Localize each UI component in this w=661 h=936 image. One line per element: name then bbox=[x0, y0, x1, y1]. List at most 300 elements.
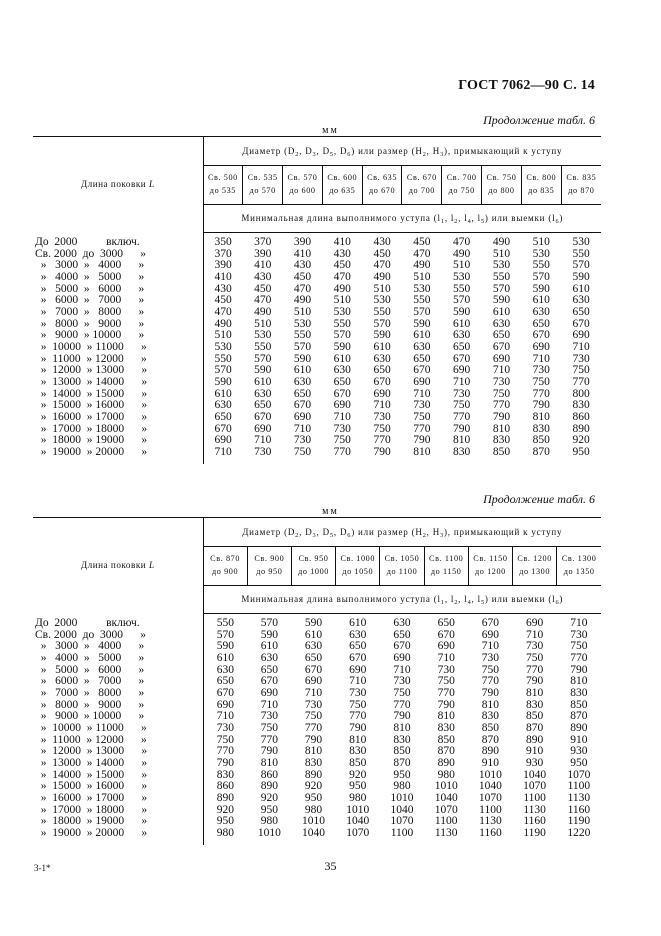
row-label: » 10000 » 11000 » bbox=[33, 723, 203, 735]
table-cell: 850 bbox=[437, 733, 455, 746]
table-cell: 550 bbox=[254, 340, 272, 353]
table-cell: 710 bbox=[260, 698, 278, 711]
table-cell: 730 bbox=[437, 663, 455, 676]
table-cell: 410 bbox=[333, 236, 351, 248]
table-cell: 650 bbox=[413, 352, 431, 365]
document-header: ГОСТ 7062—90 С. 14 bbox=[458, 78, 595, 93]
table-cell: 570 bbox=[260, 617, 278, 629]
row-label: » 12000 » 13000 » bbox=[33, 746, 203, 758]
table-cell: 670 bbox=[373, 375, 391, 388]
table-cell: 750 bbox=[304, 710, 323, 723]
table-cell: 790 bbox=[437, 698, 455, 711]
table-cell: 610 bbox=[333, 352, 351, 365]
range-from: Св. 800 bbox=[526, 173, 557, 183]
table-row bbox=[33, 688, 601, 700]
table-cell: 690 bbox=[349, 663, 367, 676]
table-cell: 950 bbox=[304, 791, 323, 804]
table-cell: 570 bbox=[333, 329, 351, 342]
table-cell: 550 bbox=[214, 352, 232, 365]
range-to: до 1200 bbox=[474, 567, 506, 576]
table-cell: 890 bbox=[437, 756, 455, 769]
table-cell: 1070 bbox=[567, 768, 591, 781]
range-header bbox=[322, 166, 362, 205]
table-cell: 950 bbox=[572, 445, 590, 458]
table-cell: 770 bbox=[572, 375, 590, 388]
row-label: » 18000 » 19000 » bbox=[33, 816, 203, 828]
table-cell: 750 bbox=[532, 375, 550, 388]
table-cell: 590 bbox=[532, 282, 550, 295]
table-cell: 510 bbox=[214, 329, 232, 342]
table-cell: 710 bbox=[570, 617, 588, 629]
row-label: » 19000 » 20000 » bbox=[33, 447, 203, 465]
table-cell: 790 bbox=[492, 410, 511, 423]
table-cell: 770 bbox=[570, 651, 588, 664]
table-cell: 570 bbox=[453, 294, 471, 307]
table-cell: 690 bbox=[453, 364, 471, 377]
table-cell: 810 bbox=[349, 733, 367, 746]
table-cell: 510 bbox=[293, 305, 312, 318]
table-cell: 890 bbox=[304, 768, 323, 781]
table-cell: 950 bbox=[393, 768, 411, 781]
table-cell: 710 bbox=[254, 434, 272, 447]
table-cell: 790 bbox=[373, 445, 391, 458]
range-to: до 600 bbox=[289, 186, 316, 195]
table-cell: 770 bbox=[216, 745, 234, 758]
table-cell: 860 bbox=[260, 768, 278, 781]
table-cell: 890 bbox=[216, 791, 234, 804]
table-cell: 810 bbox=[304, 745, 323, 758]
table-cell: 630 bbox=[492, 317, 511, 330]
table-cell: 430 bbox=[373, 236, 391, 248]
table-cell: 530 bbox=[333, 305, 351, 318]
table-cell: 450 bbox=[373, 247, 391, 260]
table-cell: 920 bbox=[304, 780, 323, 793]
table-cell: 810 bbox=[570, 675, 588, 688]
table-cell: 570 bbox=[214, 364, 232, 377]
row-label: » 6000 » 7000 » bbox=[33, 295, 203, 307]
table-cell: 770 bbox=[481, 675, 500, 688]
table-cell: 710 bbox=[572, 340, 590, 353]
range-header bbox=[243, 166, 283, 205]
table-cell: 590 bbox=[293, 352, 312, 365]
table-cell: 750 bbox=[492, 387, 511, 400]
table-cell: 710 bbox=[214, 445, 232, 458]
table-cell: 1040 bbox=[523, 768, 547, 781]
table-cell: 980 bbox=[437, 768, 455, 781]
table-cell: 730 bbox=[572, 352, 590, 365]
table-cell: 850 bbox=[526, 710, 544, 723]
table-cell: 590 bbox=[214, 375, 232, 388]
table-cell: 1160 bbox=[567, 803, 591, 816]
table-cell: 510 bbox=[333, 294, 351, 307]
table-cell: 790 bbox=[526, 675, 544, 688]
table-cell: 650 bbox=[373, 364, 391, 377]
table-cell: 390 bbox=[293, 236, 312, 248]
table-cell: 1130 bbox=[567, 791, 591, 804]
data-table-1 bbox=[33, 136, 601, 464]
table-cell: 590 bbox=[413, 317, 431, 330]
table-cell: 490 bbox=[293, 294, 312, 307]
table-cell: 730 bbox=[349, 686, 367, 699]
range-to: до 800 bbox=[488, 186, 515, 195]
table-cell: 470 bbox=[333, 270, 351, 283]
table-cell: 770 bbox=[349, 710, 367, 723]
table-cell: 450 bbox=[293, 270, 312, 283]
table-cell: 530 bbox=[492, 259, 511, 272]
table-cell: 770 bbox=[532, 387, 550, 400]
table-cell: 870 bbox=[437, 745, 455, 758]
range-to: до 950 bbox=[256, 567, 283, 576]
table-cell: 730 bbox=[413, 399, 431, 412]
table-cell: 510 bbox=[532, 236, 550, 248]
range-header bbox=[468, 547, 512, 586]
table-cell: 810 bbox=[393, 721, 411, 734]
table-cell: 530 bbox=[453, 270, 471, 283]
table-cell: 1070 bbox=[478, 791, 502, 804]
table-cell: 430 bbox=[214, 282, 232, 295]
table-cell: 590 bbox=[572, 270, 590, 283]
table-cell: 610 bbox=[532, 294, 550, 307]
table-cell: 490 bbox=[214, 317, 232, 330]
table-cell: 790 bbox=[304, 733, 323, 746]
table-cell: 650 bbox=[532, 317, 550, 330]
range-to: до 570 bbox=[249, 186, 276, 195]
table-cell: 710 bbox=[293, 422, 312, 435]
table-cell: 630 bbox=[393, 617, 411, 629]
table-row bbox=[33, 412, 601, 424]
table-cell: 750 bbox=[349, 698, 367, 711]
table-cell: 750 bbox=[216, 733, 234, 746]
table-cell: 790 bbox=[413, 434, 431, 447]
table-row bbox=[33, 793, 601, 805]
table-cell: 920 bbox=[216, 803, 234, 816]
range-header bbox=[283, 166, 323, 205]
range-from: Св. 670 bbox=[406, 173, 437, 183]
diameter-header: Диаметр ($D_2$, $D_3$, $D_5$, $D_6$) или размер ($H_2$, $H_3$), примыкающий к уступу bbox=[203, 518, 601, 547]
table-cell: 530 bbox=[214, 340, 232, 353]
table-cell: 920 bbox=[260, 791, 278, 804]
table-cell: 750 bbox=[481, 663, 500, 676]
table-cell: 1070 bbox=[346, 826, 370, 839]
row-label: » 12000 » 13000 » bbox=[33, 365, 203, 377]
table-cell: 730 bbox=[481, 651, 500, 664]
table-cell: 670 bbox=[254, 410, 272, 423]
table-cell: 550 bbox=[373, 305, 391, 318]
table-cell: 450 bbox=[413, 236, 431, 248]
row-label: » 16000 » 17000 » bbox=[33, 793, 203, 805]
table-cell: 1160 bbox=[523, 815, 546, 828]
table-cell: 850 bbox=[570, 698, 588, 711]
table-row bbox=[33, 233, 601, 249]
table-row bbox=[33, 723, 601, 735]
range-to: до 1150 bbox=[430, 567, 462, 576]
table-cell: 850 bbox=[349, 756, 367, 769]
table-cell: 670 bbox=[393, 640, 411, 653]
table-cell: 610 bbox=[413, 329, 431, 342]
table-cell: 670 bbox=[481, 617, 500, 629]
table-cell: 1040 bbox=[478, 780, 502, 793]
table-cell: 470 bbox=[254, 294, 272, 307]
table-cell: 690 bbox=[214, 434, 232, 447]
table-cell: 610 bbox=[373, 340, 391, 353]
row-label: До 2000 включ. bbox=[33, 614, 203, 630]
table-cell: 690 bbox=[413, 375, 431, 388]
table-cell: 650 bbox=[437, 617, 455, 629]
table-cell: 690 bbox=[333, 399, 351, 412]
table-cell: 810 bbox=[532, 410, 550, 423]
table-cell: 790 bbox=[453, 422, 471, 435]
table-cell: 750 bbox=[572, 364, 590, 377]
table-cell: 1100 bbox=[390, 826, 414, 839]
table-cell: 980 bbox=[304, 803, 323, 816]
table-cell: 650 bbox=[293, 387, 312, 400]
table-cell: 670 bbox=[333, 387, 351, 400]
table-cell: 910 bbox=[526, 745, 544, 758]
table-cell: 690 bbox=[492, 352, 511, 365]
table-cell: 490 bbox=[333, 282, 351, 295]
table-cell: 410 bbox=[254, 259, 272, 272]
table-cell: 570 bbox=[492, 282, 511, 295]
table-cell: 630 bbox=[260, 651, 278, 664]
table-cell: 650 bbox=[393, 628, 411, 641]
table-cell: 730 bbox=[532, 364, 550, 377]
table-cell: 590 bbox=[254, 364, 272, 377]
row-label: » 3000 » 4000 » bbox=[33, 260, 203, 272]
table-cell: 890 bbox=[481, 745, 500, 758]
range-to: до 1000 bbox=[298, 567, 329, 576]
table-cell: 730 bbox=[570, 628, 588, 641]
table-cell: 710 bbox=[393, 663, 411, 676]
table-cell: 950 bbox=[260, 803, 278, 816]
row-label: » 9000 » 10000 » bbox=[33, 330, 203, 342]
table-cell: 790 bbox=[393, 710, 411, 723]
table-cell: 870 bbox=[570, 710, 588, 723]
table-cell: 810 bbox=[481, 698, 500, 711]
table-cell: 770 bbox=[526, 663, 544, 676]
table-cell: 830 bbox=[492, 434, 511, 447]
table-cell: 510 bbox=[254, 317, 272, 330]
table-cell: 550 bbox=[293, 329, 312, 342]
table-cell: 910 bbox=[570, 733, 588, 746]
table-cell: 710 bbox=[333, 410, 351, 423]
table-cell: 750 bbox=[526, 651, 544, 664]
range-header bbox=[247, 547, 291, 586]
row-label: » 11000 » 12000 » bbox=[33, 735, 203, 747]
table-cell: 570 bbox=[373, 317, 391, 330]
table-cell: 750 bbox=[437, 675, 455, 688]
table-cell: 490 bbox=[254, 305, 272, 318]
table-cell: 870 bbox=[393, 756, 411, 769]
table-cell: 670 bbox=[572, 317, 590, 330]
table-cell: 550 bbox=[572, 247, 590, 260]
table-2-caption: Продолжение табл. 6 bbox=[483, 492, 595, 506]
table-cell: 590 bbox=[304, 617, 323, 629]
table-cell: 730 bbox=[254, 445, 272, 458]
range-header bbox=[513, 547, 557, 586]
table-cell: 830 bbox=[349, 745, 367, 758]
table-row bbox=[33, 377, 601, 389]
table-cell: 670 bbox=[293, 399, 312, 412]
table-cell: 810 bbox=[453, 434, 471, 447]
table-cell: 1070 bbox=[523, 780, 547, 793]
length-header: Минимальная длина выполнимого уступа ($l_1$, $l_2$, $l_4$, $l_5$) или выемки $(l_6)$ bbox=[203, 586, 601, 614]
range-from: Св. 535 bbox=[247, 173, 278, 183]
table-cell: 510 bbox=[373, 282, 391, 295]
table-cell: 710 bbox=[481, 640, 500, 653]
table-cell: 710 bbox=[526, 628, 544, 641]
table-cell: 550 bbox=[333, 317, 351, 330]
table-cell: 690 bbox=[437, 640, 455, 653]
table-cell: 510 bbox=[492, 247, 511, 260]
table-row bbox=[33, 758, 601, 770]
table-cell: 770 bbox=[413, 422, 431, 435]
table-cell: 510 bbox=[413, 270, 431, 283]
table-cell: 690 bbox=[526, 617, 544, 629]
range-from: Св. 750 bbox=[486, 173, 517, 183]
table-cell: 670 bbox=[413, 364, 431, 377]
row-label: » 5000 » 6000 » bbox=[33, 665, 203, 677]
table-cell: 710 bbox=[492, 364, 511, 377]
row-label: » 4000 » 5000 » bbox=[33, 653, 203, 665]
table-cell: 790 bbox=[481, 686, 500, 699]
table-cell: 590 bbox=[492, 294, 511, 307]
table-cell: 750 bbox=[373, 422, 391, 435]
table-cell: 730 bbox=[526, 640, 544, 653]
table-cell: 1010 bbox=[346, 803, 370, 816]
table-cell: 570 bbox=[293, 340, 312, 353]
range-from: Св. 570 bbox=[287, 173, 318, 183]
table-cell: 590 bbox=[333, 340, 351, 353]
table-cell: 810 bbox=[492, 422, 511, 435]
range-from: Св. 1200 bbox=[517, 554, 552, 564]
table-cell: 450 bbox=[333, 259, 351, 272]
table-cell: 790 bbox=[570, 663, 588, 676]
table-cell: 630 bbox=[333, 364, 351, 377]
row-label: » 8000 » 9000 » bbox=[33, 700, 203, 712]
length-header: Минимальная длина выполнимого уступа ($l_1$, $l_2$, $l_4$, $l_5$) или выемки $(l_6)$ bbox=[203, 205, 601, 233]
table-cell: 530 bbox=[413, 282, 431, 295]
table-cell: 630 bbox=[216, 663, 234, 676]
range-header bbox=[521, 166, 561, 205]
table-cell: 470 bbox=[214, 305, 232, 318]
table-row bbox=[33, 828, 601, 846]
table-cell: 650 bbox=[260, 663, 278, 676]
row-label: » 17000 » 18000 » bbox=[33, 805, 203, 817]
range-header bbox=[442, 166, 482, 205]
table-cell: 390 bbox=[214, 259, 232, 272]
row-label: » 11000 » 12000 » bbox=[33, 354, 203, 366]
table-cell: 630 bbox=[453, 329, 471, 342]
table-cell: 590 bbox=[453, 305, 471, 318]
row-label: » 3000 » 4000 » bbox=[33, 641, 203, 653]
table-cell: 850 bbox=[481, 721, 500, 734]
table-cell: 730 bbox=[393, 675, 411, 688]
table-cell: 610 bbox=[349, 617, 367, 629]
table-cell: 1100 bbox=[479, 803, 502, 816]
table-cell: 830 bbox=[304, 756, 323, 769]
table-cell: 490 bbox=[492, 236, 511, 248]
table-cell: 690 bbox=[481, 628, 500, 641]
table-cell: 670 bbox=[304, 663, 323, 676]
table-cell: 410 bbox=[214, 270, 232, 283]
table-cell: 710 bbox=[437, 651, 455, 664]
table-cell: 610 bbox=[214, 387, 232, 400]
table-cell: 550 bbox=[532, 259, 550, 272]
table-cell: 1100 bbox=[523, 791, 546, 804]
range-from: Св. 600 bbox=[327, 173, 358, 183]
table-cell: 750 bbox=[260, 721, 278, 734]
table-cell: 980 bbox=[393, 780, 411, 793]
table-cell: 630 bbox=[373, 352, 391, 365]
table-2-unit: мм bbox=[322, 506, 339, 517]
table-cell: 790 bbox=[216, 756, 234, 769]
table-cell: 830 bbox=[437, 721, 455, 734]
table-cell: 590 bbox=[260, 628, 278, 641]
table-cell: 630 bbox=[532, 305, 550, 318]
table-cell: 710 bbox=[304, 686, 323, 699]
table-cell: 1130 bbox=[523, 803, 546, 816]
row-label: » 14000 » 15000 » bbox=[33, 389, 203, 401]
row-label: » 6000 » 7000 » bbox=[33, 676, 203, 688]
table-cell: 830 bbox=[572, 399, 590, 412]
row-label: » 15000 » 16000 » bbox=[33, 781, 203, 793]
table-cell: 770 bbox=[373, 434, 391, 447]
table-cell: 610 bbox=[216, 651, 234, 664]
table-cell: 830 bbox=[526, 698, 544, 711]
table-cell: 690 bbox=[304, 675, 323, 688]
table-cell: 650 bbox=[572, 305, 590, 318]
range-to: до 535 bbox=[209, 186, 236, 195]
table-cell: 810 bbox=[260, 756, 278, 769]
table-cell: 1190 bbox=[567, 815, 591, 828]
table-cell: 890 bbox=[260, 780, 278, 793]
table-cell: 860 bbox=[572, 410, 590, 423]
table-cell: 390 bbox=[254, 247, 272, 260]
data-table-2 bbox=[33, 517, 601, 845]
table-cell: 590 bbox=[216, 640, 234, 653]
table-cell: 860 bbox=[216, 780, 234, 793]
table-cell: 570 bbox=[413, 305, 431, 318]
table-cell: 1100 bbox=[567, 780, 591, 793]
table-cell: 470 bbox=[453, 236, 471, 248]
row-label: » 9000 » 10000 » bbox=[33, 711, 203, 723]
table-cell: 610 bbox=[492, 305, 511, 318]
range-to: до 900 bbox=[212, 567, 239, 576]
table-cell: 730 bbox=[453, 387, 471, 400]
table-cell: 890 bbox=[526, 733, 544, 746]
table-cell: 950 bbox=[216, 815, 234, 828]
table-cell: 610 bbox=[293, 364, 312, 377]
table-cell: 830 bbox=[532, 422, 550, 435]
table-cell: 450 bbox=[214, 294, 232, 307]
table-cell: 710 bbox=[349, 675, 367, 688]
range-to: до 1050 bbox=[342, 567, 374, 576]
table-cell: 690 bbox=[532, 340, 550, 353]
range-from: Св. 1000 bbox=[340, 554, 376, 564]
table-cell: 610 bbox=[254, 375, 272, 388]
table-cell: 470 bbox=[413, 247, 431, 260]
table-cell: 870 bbox=[532, 445, 550, 458]
table-cell: 570 bbox=[572, 259, 590, 272]
range-header bbox=[380, 547, 424, 586]
table-cell: 1040 bbox=[302, 826, 326, 839]
table-cell: 610 bbox=[572, 282, 590, 295]
table-cell: 630 bbox=[214, 399, 232, 412]
range-from: Св. 835 bbox=[566, 173, 597, 183]
table-cell: 810 bbox=[526, 686, 544, 699]
table-cell: 490 bbox=[413, 259, 431, 272]
table-cell: 710 bbox=[373, 399, 391, 412]
